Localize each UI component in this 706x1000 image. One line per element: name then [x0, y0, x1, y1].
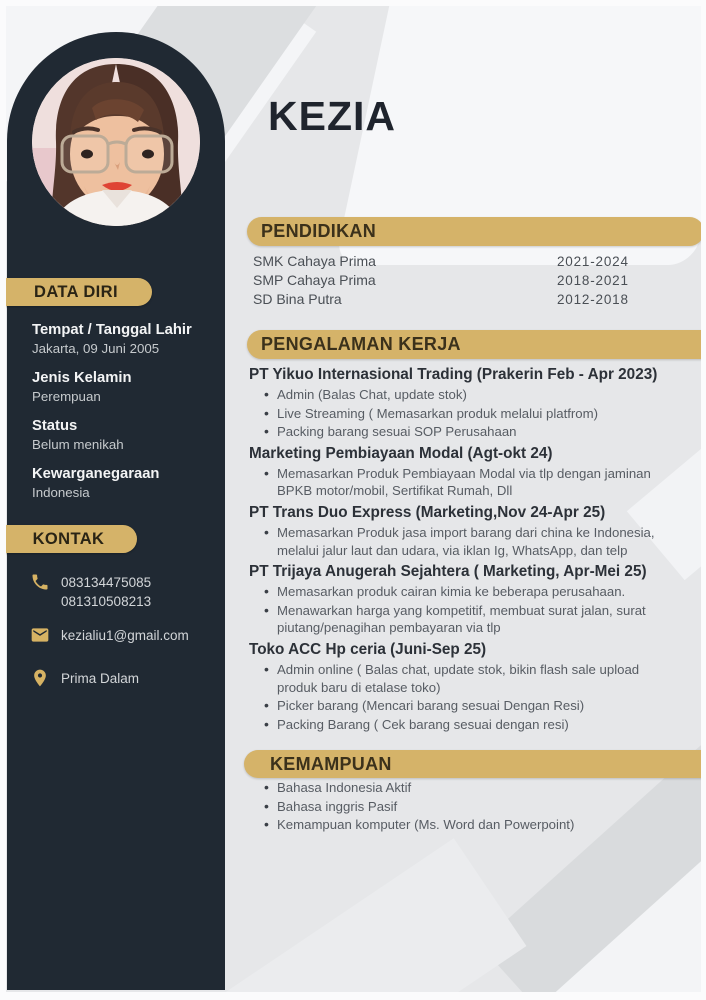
job-bullet-list	[247, 465, 706, 500]
job-bullet: • Memasarkan Produk Pembiayaan Modal via tlp dengan jaminan BPKB motor/mobil, Sertifikat Rumah, Dll	[264, 465, 668, 500]
data-diri-field	[32, 418, 217, 452]
job-title: Toko ACC Hp ceria (Juni-Sep 25)	[249, 640, 487, 658]
data-diri-title: DATA DIRI	[34, 282, 118, 301]
job-bullet-list	[247, 386, 706, 441]
education-section	[247, 217, 706, 309]
contact-line: 081310508213	[61, 594, 152, 609]
job-bullet-list	[247, 583, 706, 637]
data-diri-field	[32, 322, 217, 356]
job-bullet: • Packing barang sesuai SOP Perusahaan	[264, 423, 668, 441]
job-bullet: • Packing Barang ( Cek barang sesuai dengan resi)	[264, 716, 668, 734]
data-diri-header	[0, 278, 152, 306]
job-bullet: • Menawarkan harga yang kompetitif, membuat surat jalan, surat piutang/penagihan pembayaran via tlp	[264, 602, 668, 637]
education-row	[253, 290, 706, 309]
field-label: Status	[32, 418, 78, 434]
skills-list	[247, 779, 706, 834]
job-title: PT Trans Duo Express (Marketing,Nov 24-Apr 25)	[249, 503, 606, 521]
education-row	[253, 271, 706, 290]
experience-section	[247, 330, 706, 734]
job-bullet: • Admin online ( Balas chat, update stok, bikin flash sale upload produk baru di etalase toko)	[264, 661, 668, 696]
profile-photo	[32, 58, 200, 226]
mail-icon	[30, 625, 50, 645]
avatar-illustration	[32, 58, 200, 226]
education-list	[247, 246, 706, 309]
school-years: 2018-2021	[557, 273, 629, 288]
field-label: Jenis Kelamin	[32, 370, 132, 386]
job-title: Marketing Pembiayaan Modal (Agt-okt 24)	[249, 444, 553, 462]
contact-row	[30, 573, 220, 611]
school-name: SD Bina Putra	[253, 291, 342, 307]
job-entry	[247, 562, 706, 637]
job-entry	[247, 503, 706, 559]
job-entry	[247, 365, 706, 441]
field-value: Perempuan	[32, 389, 101, 404]
contact-line: Prima Dalam	[61, 671, 140, 686]
job-bullet: • Memasarkan produk cairan kimia ke beberapa perusahaan.	[264, 583, 668, 601]
skills-header-label: KEMAMPUAN	[270, 753, 392, 774]
skill-bullet: • Kemampuan komputer (Ms. Word dan Powerpoint)	[264, 816, 668, 834]
contact-text	[61, 626, 189, 645]
experience-header-label: PENGALAMAN KERJA	[261, 334, 461, 354]
job-bullet: • Admin (Balas Chat, update stok)	[264, 386, 668, 404]
data-diri-field	[32, 466, 217, 500]
job-list	[247, 359, 706, 733]
contact-row	[30, 626, 220, 645]
field-label: Kewarganegaraan	[32, 466, 160, 482]
job-title: PT Trijaya Anugerah Sejahtera ( Marketing, Apr-Mei 25)	[249, 563, 647, 581]
data-diri-list	[32, 322, 217, 514]
field-value: Jakarta, 09 Juni 2005	[32, 341, 160, 356]
skills-section	[247, 750, 706, 835]
field-value: Belum menikah	[32, 437, 124, 452]
skill-bullet: • Bahasa inggris Pasif	[264, 798, 668, 816]
field-label: Tempat / Tanggal Lahir	[32, 322, 192, 338]
contact-text	[61, 669, 139, 688]
name-title: KEZIA	[268, 93, 396, 139]
job-entry	[247, 444, 706, 500]
education-row	[253, 252, 706, 271]
phone-icon	[30, 572, 50, 592]
location-icon	[30, 668, 50, 688]
school-years: 2021-2024	[557, 254, 629, 269]
school-name: SMP Cahaya Prima	[253, 272, 376, 288]
sidebar	[7, 32, 225, 990]
job-title: PT Yikuo Internasional Trading (Prakerin Feb - Apr 2023)	[249, 366, 658, 383]
school-name: SMK Cahaya Prima	[253, 253, 376, 269]
skills-header	[244, 750, 706, 778]
contact-line: kezialiu1@gmail.com	[61, 628, 189, 643]
school-years: 2012-2018	[557, 292, 629, 307]
contact-row	[30, 669, 220, 688]
skill-bullet: • Bahasa Indonesia Aktif	[264, 779, 668, 797]
contact-text	[61, 573, 151, 611]
experience-header	[247, 330, 706, 359]
job-bullet-list	[247, 661, 706, 733]
job-bullet: • Picker barang (Mencari barang sesuai Dengan Resi)	[264, 697, 668, 715]
kontak-header	[0, 525, 137, 553]
kontak-list	[30, 573, 220, 703]
job-entry	[247, 640, 706, 733]
job-bullet-list	[247, 524, 706, 559]
field-value: Indonesia	[32, 485, 90, 500]
education-header-label: PENDIDIKAN	[261, 221, 377, 241]
kontak-title: KONTAK	[32, 529, 105, 548]
contact-line: 083134475085	[61, 575, 152, 590]
job-bullet: • Memasarkan Produk jasa import barang dari china ke Indonesia, melalui jalur laut dan udara, via iklan Ig, WhatsApp, dan telp	[264, 524, 668, 559]
data-diri-field	[32, 370, 217, 404]
job-bullet: • Live Streaming ( Memasarkan produk melalui platfrom)	[264, 405, 668, 423]
education-header	[247, 217, 704, 246]
